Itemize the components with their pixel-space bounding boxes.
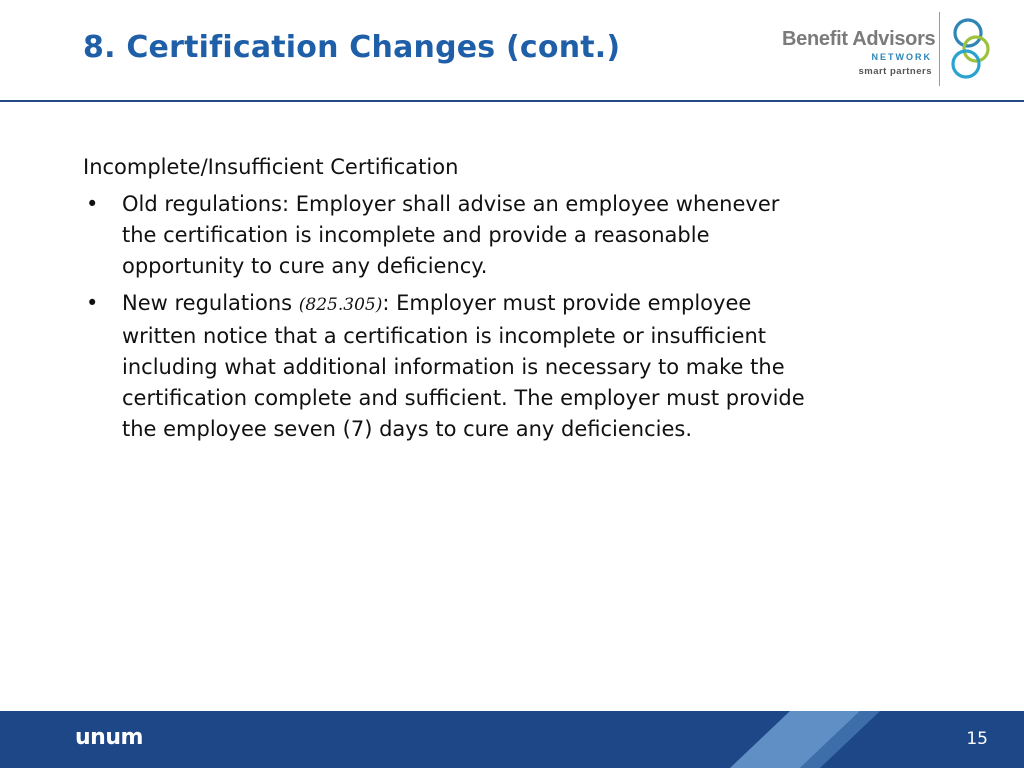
footer-background [0, 711, 1024, 768]
bullet-line: written notice that a certification is incomplete or insufficient [122, 324, 767, 348]
bullet-first-line [122, 288, 983, 321]
bullet-line: certification complete and sufficient. The employer must provide [122, 386, 805, 410]
section-heading: Incomplete/Insufficient Certification [83, 155, 459, 179]
bullet-line: the certification is incomplete and provide a reasonable [122, 223, 710, 247]
bullet-line: including what additional information is necessary to make the [122, 355, 785, 379]
logo-tagline: smart partners [858, 66, 932, 77]
benefit-advisors-logo [770, 8, 1010, 90]
logo-network: NETWORK [871, 52, 932, 62]
bullet-line: the employee seven (7) days to cure any deficiencies. [122, 417, 692, 441]
bullet-line: Old regulations: Employer shall advise an employee whenever [122, 192, 780, 216]
unum-logo: unum [75, 725, 143, 750]
logo-divider [939, 12, 940, 86]
footer-bar [0, 711, 1024, 768]
bullet-line: opportunity to cure any deficiency. [122, 254, 488, 278]
bullet-new-regulations [83, 288, 983, 445]
slide-body [83, 152, 983, 451]
regulation-citation: (825.305) [298, 295, 383, 315]
bullet-icon: • [86, 291, 99, 315]
logo-name: Benefit Advisors [782, 28, 936, 50]
rings-logo-icon [946, 16, 998, 80]
slide-title: 8. Certification Changes (cont.) [83, 30, 621, 65]
bullet-old-regulations [83, 189, 983, 282]
bullet-suffix: : Employer must provide employee [382, 291, 752, 315]
bullet-prefix: New regulations [122, 291, 299, 315]
bullet-icon: • [86, 192, 99, 216]
page-number: 15 [966, 729, 988, 749]
title-divider [0, 100, 1024, 102]
